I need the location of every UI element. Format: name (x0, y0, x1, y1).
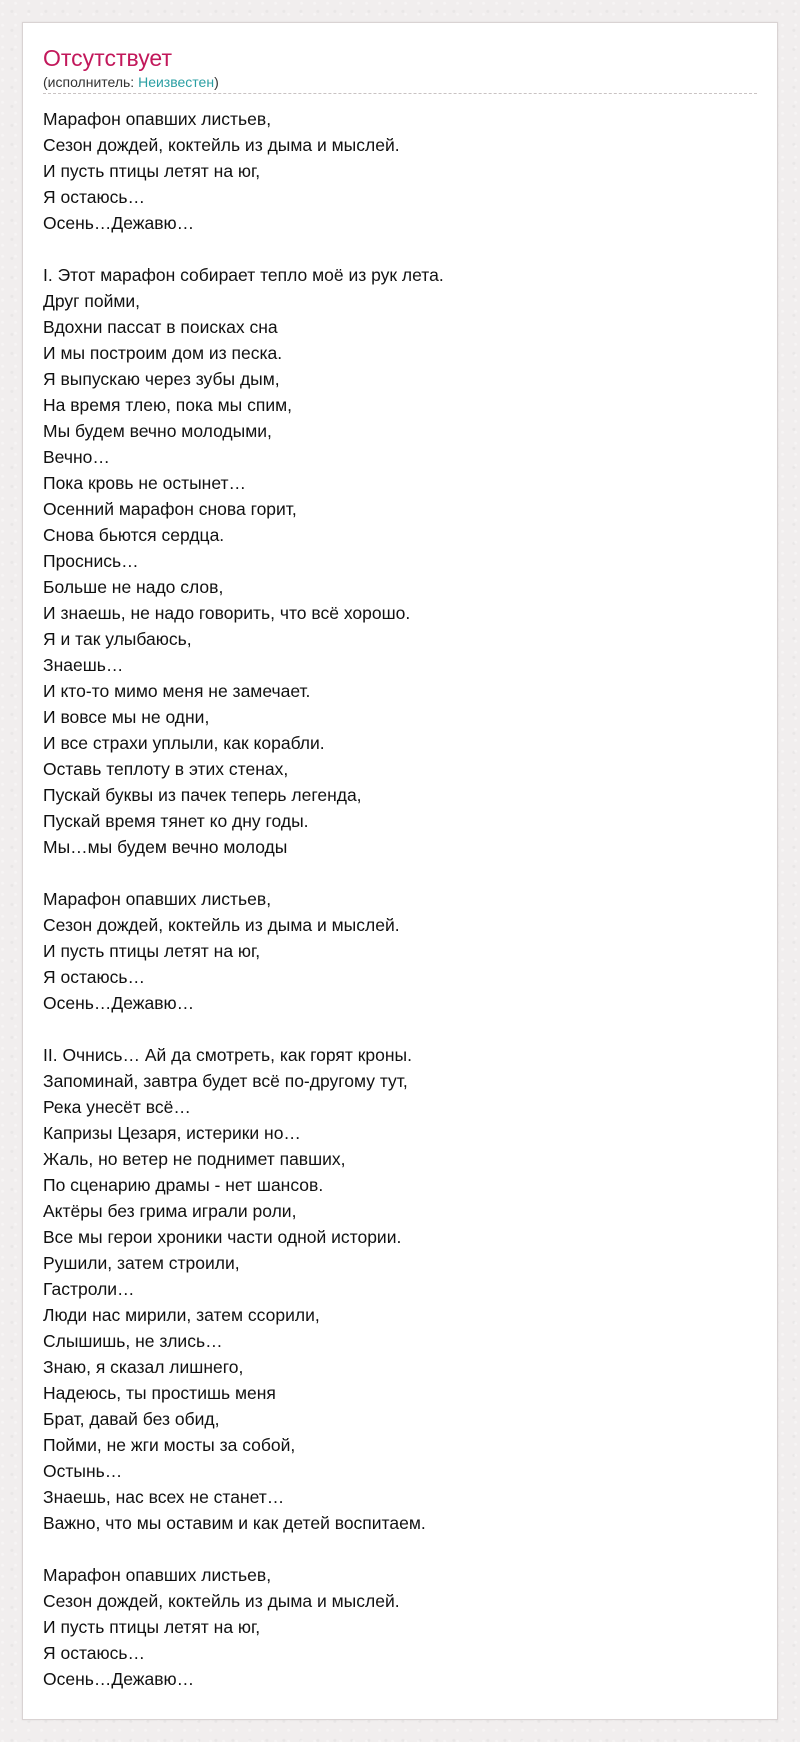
lyrics-line: И пусть птицы летят на юг, (43, 161, 261, 181)
lyrics-line: Мы…мы будем вечно молоды (43, 837, 288, 857)
lyrics-stanza (43, 1562, 757, 1692)
lyrics-line: Брат, давай без обид, (43, 1409, 220, 1429)
lyrics-line: Снова бьются сердца. (43, 525, 225, 545)
lyrics-line: Я выпускаю через зубы дым, (43, 369, 280, 389)
lyrics-line: Слышишь, не злись… (43, 1331, 223, 1351)
lyrics-line: Актёры без грима играли роли, (43, 1201, 297, 1221)
lyrics-line: Запоминай, завтра будет всё по-другому тут, (43, 1071, 408, 1091)
lyrics-stanza (43, 262, 757, 860)
lyrics-line: Остынь… (43, 1461, 123, 1481)
lyrics-line: Пускай буквы из пачек теперь легенда, (43, 785, 362, 805)
lyrics-line: Проснись… (43, 551, 139, 571)
artist-line (43, 73, 757, 93)
lyrics-line: Я остаюсь… (43, 967, 146, 987)
lyrics-line: Марафон опавших листьев, (43, 109, 272, 129)
lyrics-line: Надеюсь, ты простишь меня (43, 1383, 276, 1403)
lyrics-line: Осень…Дежавю… (43, 213, 195, 233)
lyrics-line: По сценарию драмы - нет шансов. (43, 1175, 324, 1195)
lyrics-line: И все страхи уплыли, как корабли. (43, 733, 325, 753)
artist-link[interactable]: Неизвестен (138, 74, 215, 90)
lyrics-line: Марафон опавших листьев, (43, 889, 272, 909)
lyrics-line: Жаль, но ветер не поднимет павших, (43, 1149, 346, 1169)
lyrics-line: И кто-то мимо меня не замечает. (43, 681, 311, 701)
lyrics-line: И мы построим дом из песка. (43, 343, 283, 363)
lyrics-line: Важно, что мы оставим и как детей воспитаем. (43, 1513, 426, 1533)
lyrics-line: Мы будем вечно молодыми, (43, 421, 272, 441)
artist-suffix: ) (214, 74, 219, 90)
lyrics-text (43, 106, 757, 1692)
lyrics-card (22, 22, 778, 1720)
lyrics-line: Гастроли… (43, 1279, 135, 1299)
lyrics-line: Осень…Дежавю… (43, 1669, 195, 1689)
lyrics-line: И пусть птицы летят на юг, (43, 941, 261, 961)
lyrics-line: II. Очнись… Ай да смотреть, как горят кроны. (43, 1045, 412, 1065)
lyrics-line: Оставь теплоту в этих стенах, (43, 759, 289, 779)
lyrics-line: Капризы Цезаря, истерики но… (43, 1123, 301, 1143)
lyrics-line: И вовсе мы не одни, (43, 707, 210, 727)
lyrics-line: Знаешь… (43, 655, 124, 675)
lyrics-line: Вечно… (43, 447, 110, 467)
lyrics-stanza (43, 106, 757, 236)
lyrics-line: Я остаюсь… (43, 1643, 146, 1663)
lyrics-line: Пока кровь не остынет… (43, 473, 247, 493)
lyrics-line: На время тлею, пока мы спим, (43, 395, 292, 415)
lyrics-line: Осень…Дежавю… (43, 993, 195, 1013)
lyrics-line: И знаешь, не надо говорить, что всё хорошо. (43, 603, 411, 623)
lyrics-line: Знаю, я сказал лишнего, (43, 1357, 244, 1377)
lyrics-line: Друг пойми, (43, 291, 141, 311)
dashed-divider (43, 93, 757, 94)
lyrics-line: И пусть птицы летят на юг, (43, 1617, 261, 1637)
lyrics-line: I. Этот марафон собирает тепло моё из рук лета. (43, 265, 444, 285)
lyrics-line: Знаешь, нас всех не станет… (43, 1487, 285, 1507)
lyrics-line: Люди нас мирили, затем ссорили, (43, 1305, 320, 1325)
lyrics-line: Я и так улыбаюсь, (43, 629, 192, 649)
song-title: Отсутствует (43, 45, 172, 71)
lyrics-line: Марафон опавших листьев, (43, 1565, 272, 1585)
lyrics-line: Вдохни пассат в поисках сна (43, 317, 278, 337)
lyrics-line: Сезон дождей, коктейль из дыма и мыслей. (43, 1591, 400, 1611)
lyrics-line: Рушили, затем строили, (43, 1253, 240, 1273)
lyrics-stanza (43, 1042, 757, 1536)
lyrics-line: Сезон дождей, коктейль из дыма и мыслей. (43, 135, 400, 155)
lyrics-line: Я остаюсь… (43, 187, 146, 207)
artist-prefix: (исполнитель: (43, 74, 139, 90)
lyrics-line: Все мы герои хроники части одной истории. (43, 1227, 402, 1247)
lyrics-line: Осенний марафон снова горит, (43, 499, 297, 519)
lyrics-line: Пойми, не жги мосты за собой, (43, 1435, 296, 1455)
lyrics-line: Река унесёт всё… (43, 1097, 191, 1117)
lyrics-stanza (43, 886, 757, 1016)
lyrics-line: Пускай время тянет ко дну годы. (43, 811, 309, 831)
lyrics-line: Больше не надо слов, (43, 577, 224, 597)
lyrics-line: Сезон дождей, коктейль из дыма и мыслей. (43, 915, 400, 935)
